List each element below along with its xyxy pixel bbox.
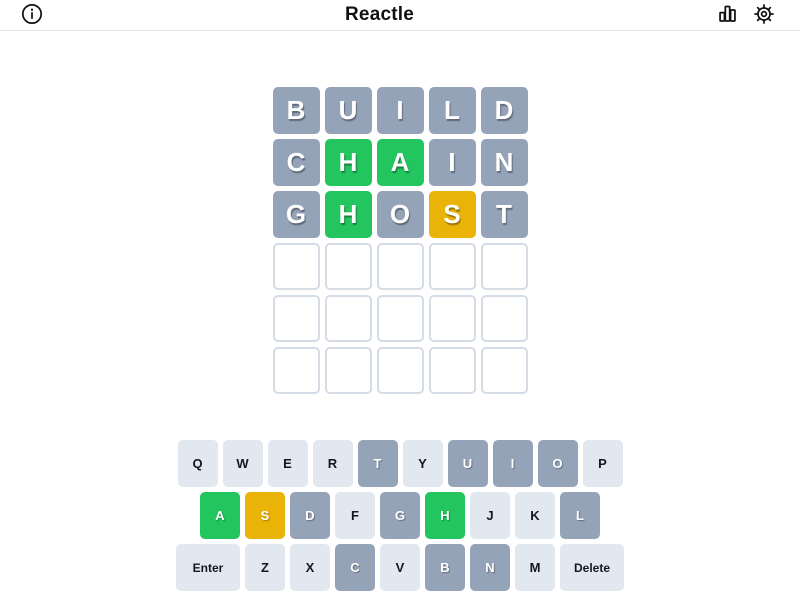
page-title: Reactle xyxy=(345,4,414,25)
key-q[interactable]: Q xyxy=(178,440,218,487)
key-a[interactable]: A xyxy=(200,492,240,539)
key-f[interactable]: F xyxy=(335,492,375,539)
key-k[interactable]: K xyxy=(515,492,555,539)
key-s[interactable]: S xyxy=(245,492,285,539)
key-v[interactable]: V xyxy=(380,544,420,591)
board-row-2 xyxy=(273,139,528,186)
key-m[interactable]: M xyxy=(515,544,555,591)
board-row-3 xyxy=(273,191,528,238)
key-r[interactable]: R xyxy=(313,440,353,487)
keyboard xyxy=(0,440,800,591)
keyboard-row-1 xyxy=(0,440,800,487)
board-row-1 xyxy=(273,87,528,134)
tile-s: S xyxy=(429,191,476,238)
key-p[interactable]: P xyxy=(583,440,623,487)
tile-b: B xyxy=(273,87,320,134)
key-h[interactable]: H xyxy=(425,492,465,539)
tile-empty xyxy=(481,347,528,394)
key-z[interactable]: Z xyxy=(245,544,285,591)
tile-n: N xyxy=(481,139,528,186)
header-right-icons xyxy=(715,3,776,27)
tile-l: L xyxy=(429,87,476,134)
key-g[interactable]: G xyxy=(380,492,420,539)
game-board xyxy=(273,87,528,394)
tile-empty xyxy=(429,243,476,290)
tile-empty xyxy=(273,295,320,342)
key-c[interactable]: C xyxy=(335,544,375,591)
key-b[interactable]: B xyxy=(425,544,465,591)
key-x[interactable]: X xyxy=(290,544,330,591)
tile-a: A xyxy=(377,139,424,186)
key-j[interactable]: J xyxy=(470,492,510,539)
gear-icon xyxy=(753,3,775,28)
tile-g: G xyxy=(273,191,320,238)
key-delete[interactable]: Delete xyxy=(560,544,624,591)
key-o[interactable]: O xyxy=(538,440,578,487)
info-button[interactable] xyxy=(20,3,44,27)
key-i[interactable]: I xyxy=(493,440,533,487)
tile-d: D xyxy=(481,87,528,134)
tile-c: C xyxy=(273,139,320,186)
stats-button[interactable] xyxy=(715,3,739,27)
key-y[interactable]: Y xyxy=(403,440,443,487)
tile-empty xyxy=(273,243,320,290)
tile-empty xyxy=(429,347,476,394)
tile-empty xyxy=(325,295,372,342)
tile-empty xyxy=(481,243,528,290)
key-e[interactable]: E xyxy=(268,440,308,487)
tile-empty xyxy=(325,243,372,290)
tile-empty xyxy=(325,347,372,394)
tile-o: O xyxy=(377,191,424,238)
tile-empty xyxy=(481,295,528,342)
board-row-4 xyxy=(273,243,528,290)
key-t[interactable]: T xyxy=(358,440,398,487)
board-row-5 xyxy=(273,295,528,342)
settings-button[interactable] xyxy=(752,3,776,27)
info-icon xyxy=(21,3,43,28)
keyboard-row-2 xyxy=(0,492,800,539)
tile-i: I xyxy=(429,139,476,186)
tile-t: T xyxy=(481,191,528,238)
tile-empty xyxy=(377,347,424,394)
tile-empty xyxy=(429,295,476,342)
tile-u: U xyxy=(325,87,372,134)
key-l[interactable]: L xyxy=(560,492,600,539)
key-n[interactable]: N xyxy=(470,544,510,591)
tile-empty xyxy=(377,243,424,290)
key-enter[interactable]: Enter xyxy=(176,544,240,591)
tile-empty xyxy=(377,295,424,342)
board-row-6 xyxy=(273,347,528,394)
tile-h: H xyxy=(325,139,372,186)
bar-chart-icon xyxy=(717,3,738,27)
tile-h: H xyxy=(325,191,372,238)
tile-i: I xyxy=(377,87,424,134)
key-w[interactable]: W xyxy=(223,440,263,487)
header xyxy=(0,0,800,31)
key-u[interactable]: U xyxy=(448,440,488,487)
tile-empty xyxy=(273,347,320,394)
key-d[interactable]: D xyxy=(290,492,330,539)
keyboard-row-3 xyxy=(0,544,800,591)
